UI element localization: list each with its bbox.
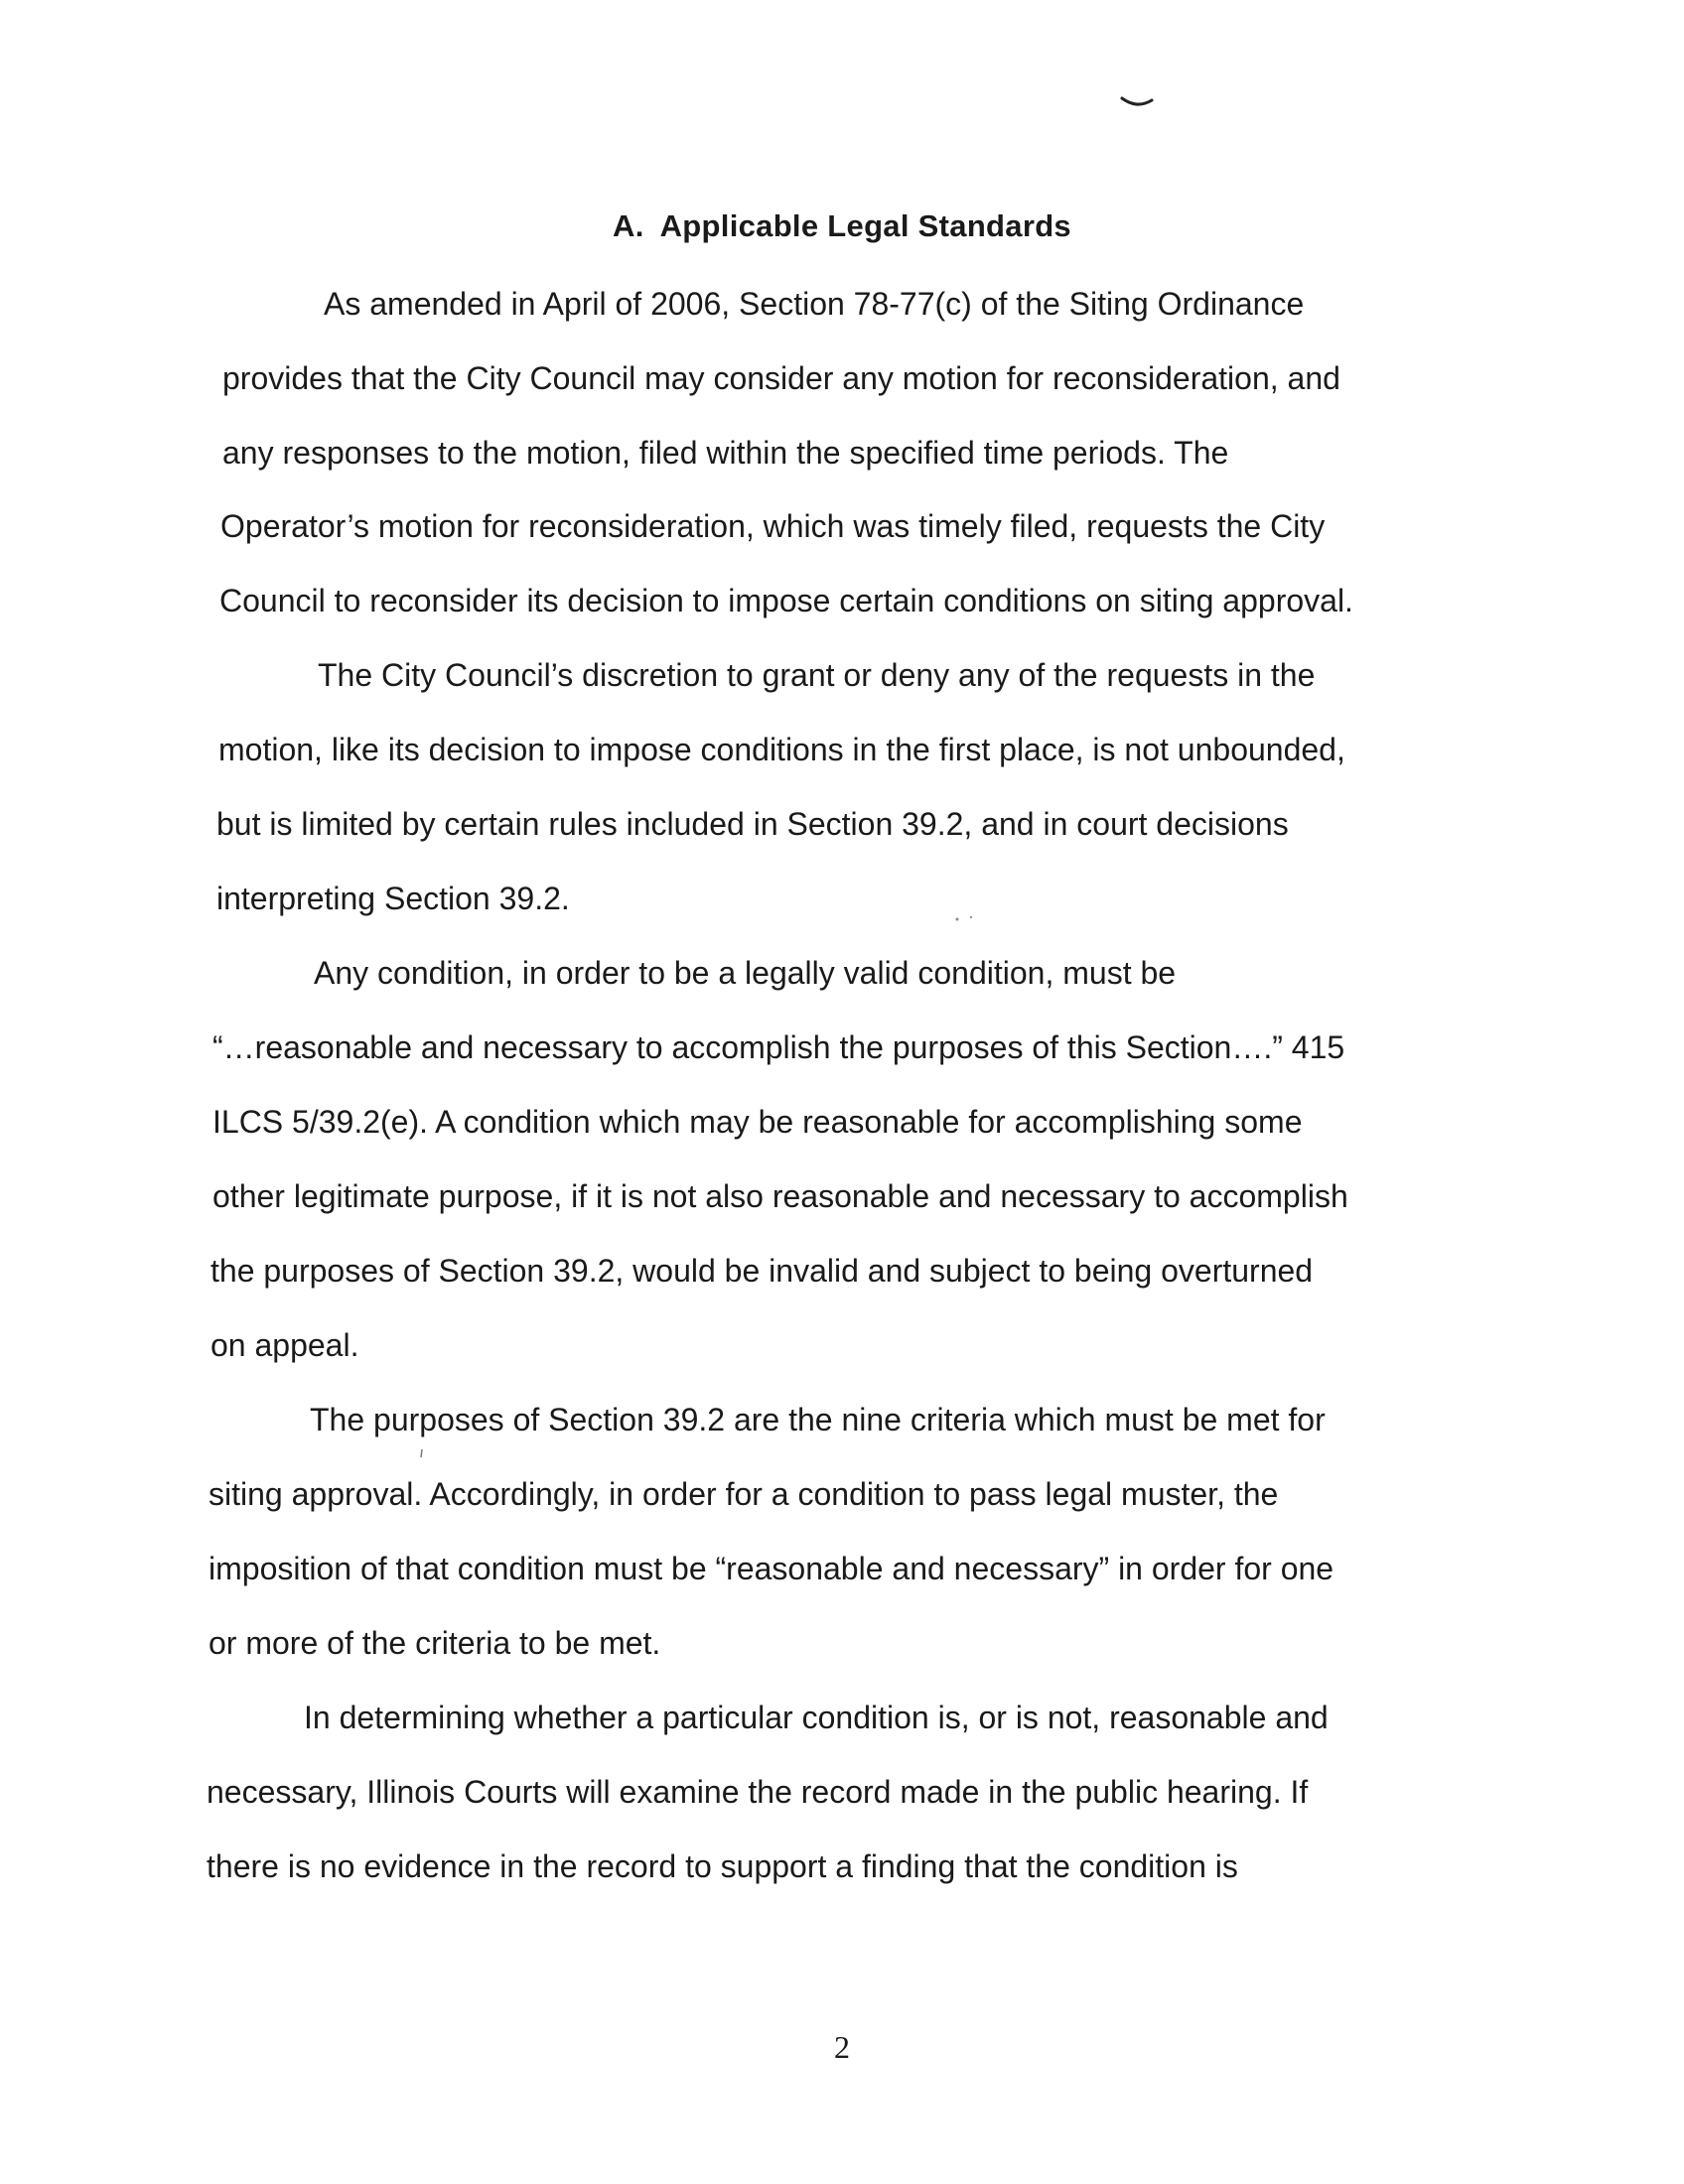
section-heading	[0, 205, 1684, 247]
paragraph-3-line-1: Any condition, in order to be a legally valid condition, must be	[314, 955, 1177, 991]
paragraph-3-line-5: the purposes of Section 39.2, would be invalid and subject to being overturned	[210, 1253, 1314, 1289]
paragraph-4-line-2: siting approval. Accordingly, in order for a condition to pass legal muster, the	[209, 1476, 1279, 1512]
paragraph-5-line-1: In determining whether a particular condition is, or is not, reasonable and	[304, 1700, 1329, 1735]
paragraph-3-line-3: ILCS 5/39.2(e). A condition which may be reasonable for accomplishing some	[212, 1104, 1303, 1140]
paragraph-5-line-2: necessary, Illinois Courts will examine the record made in the public hearing. If	[207, 1774, 1309, 1810]
page-number: 2	[834, 2029, 850, 2065]
paragraph-4-line-4: or more of the criteria to be met.	[209, 1625, 661, 1661]
section-heading-title: Applicable Legal Standards	[659, 208, 1071, 243]
scan-speckle	[953, 913, 993, 923]
paragraph-2-line-3: but is limited by certain rules included in Section 39.2, and in court decisions	[216, 806, 1289, 842]
paragraph-1-line-4: Operator’s motion for reconsideration, which was timely filed, requests the City	[220, 508, 1326, 544]
scan-tick-mark	[417, 1447, 427, 1469]
paragraph-1-line-3: any responses to the motion, filed within the specified time periods. The	[222, 435, 1229, 471]
paragraph-2-line-4: interpreting Section 39.2.	[216, 881, 570, 916]
paragraph-2-line-2: motion, like its decision to impose conditions in the first place, is not unbounded,	[218, 732, 1345, 767]
paragraph-3-line-6: on appeal.	[210, 1327, 359, 1363]
paragraph-2-line-1: The City Council’s discretion to grant or deny any of the requests in the	[318, 657, 1316, 693]
paragraph-3-line-4: other legitimate purpose, if it is not also reasonable and necessary to accomplish	[212, 1178, 1348, 1214]
section-heading-letter: A.	[613, 208, 644, 243]
paragraph-1-line-2: provides that the City Council may consider any motion for reconsideration, and	[222, 360, 1340, 396]
paragraph-1-line-1: As amended in April of 2006, Section 78-77(c) of the Siting Ordinance	[324, 286, 1305, 322]
paragraph-4-line-3: imposition of that condition must be “reasonable and necessary” in order for one	[209, 1551, 1334, 1586]
paragraph-5-line-3: there is no evidence in the record to support a finding that the condition is	[207, 1848, 1238, 1884]
paragraph-1-line-5: Council to reconsider its decision to impose certain conditions on siting approval.	[219, 583, 1353, 618]
paragraph-4-line-1: The purposes of Section 39.2 are the nine criteria which must be met for	[310, 1402, 1326, 1437]
scan-artifact-mark	[1120, 95, 1154, 109]
paragraph-3-line-2: “…reasonable and necessary to accomplish the purposes of this Section….” 415	[212, 1029, 1345, 1065]
